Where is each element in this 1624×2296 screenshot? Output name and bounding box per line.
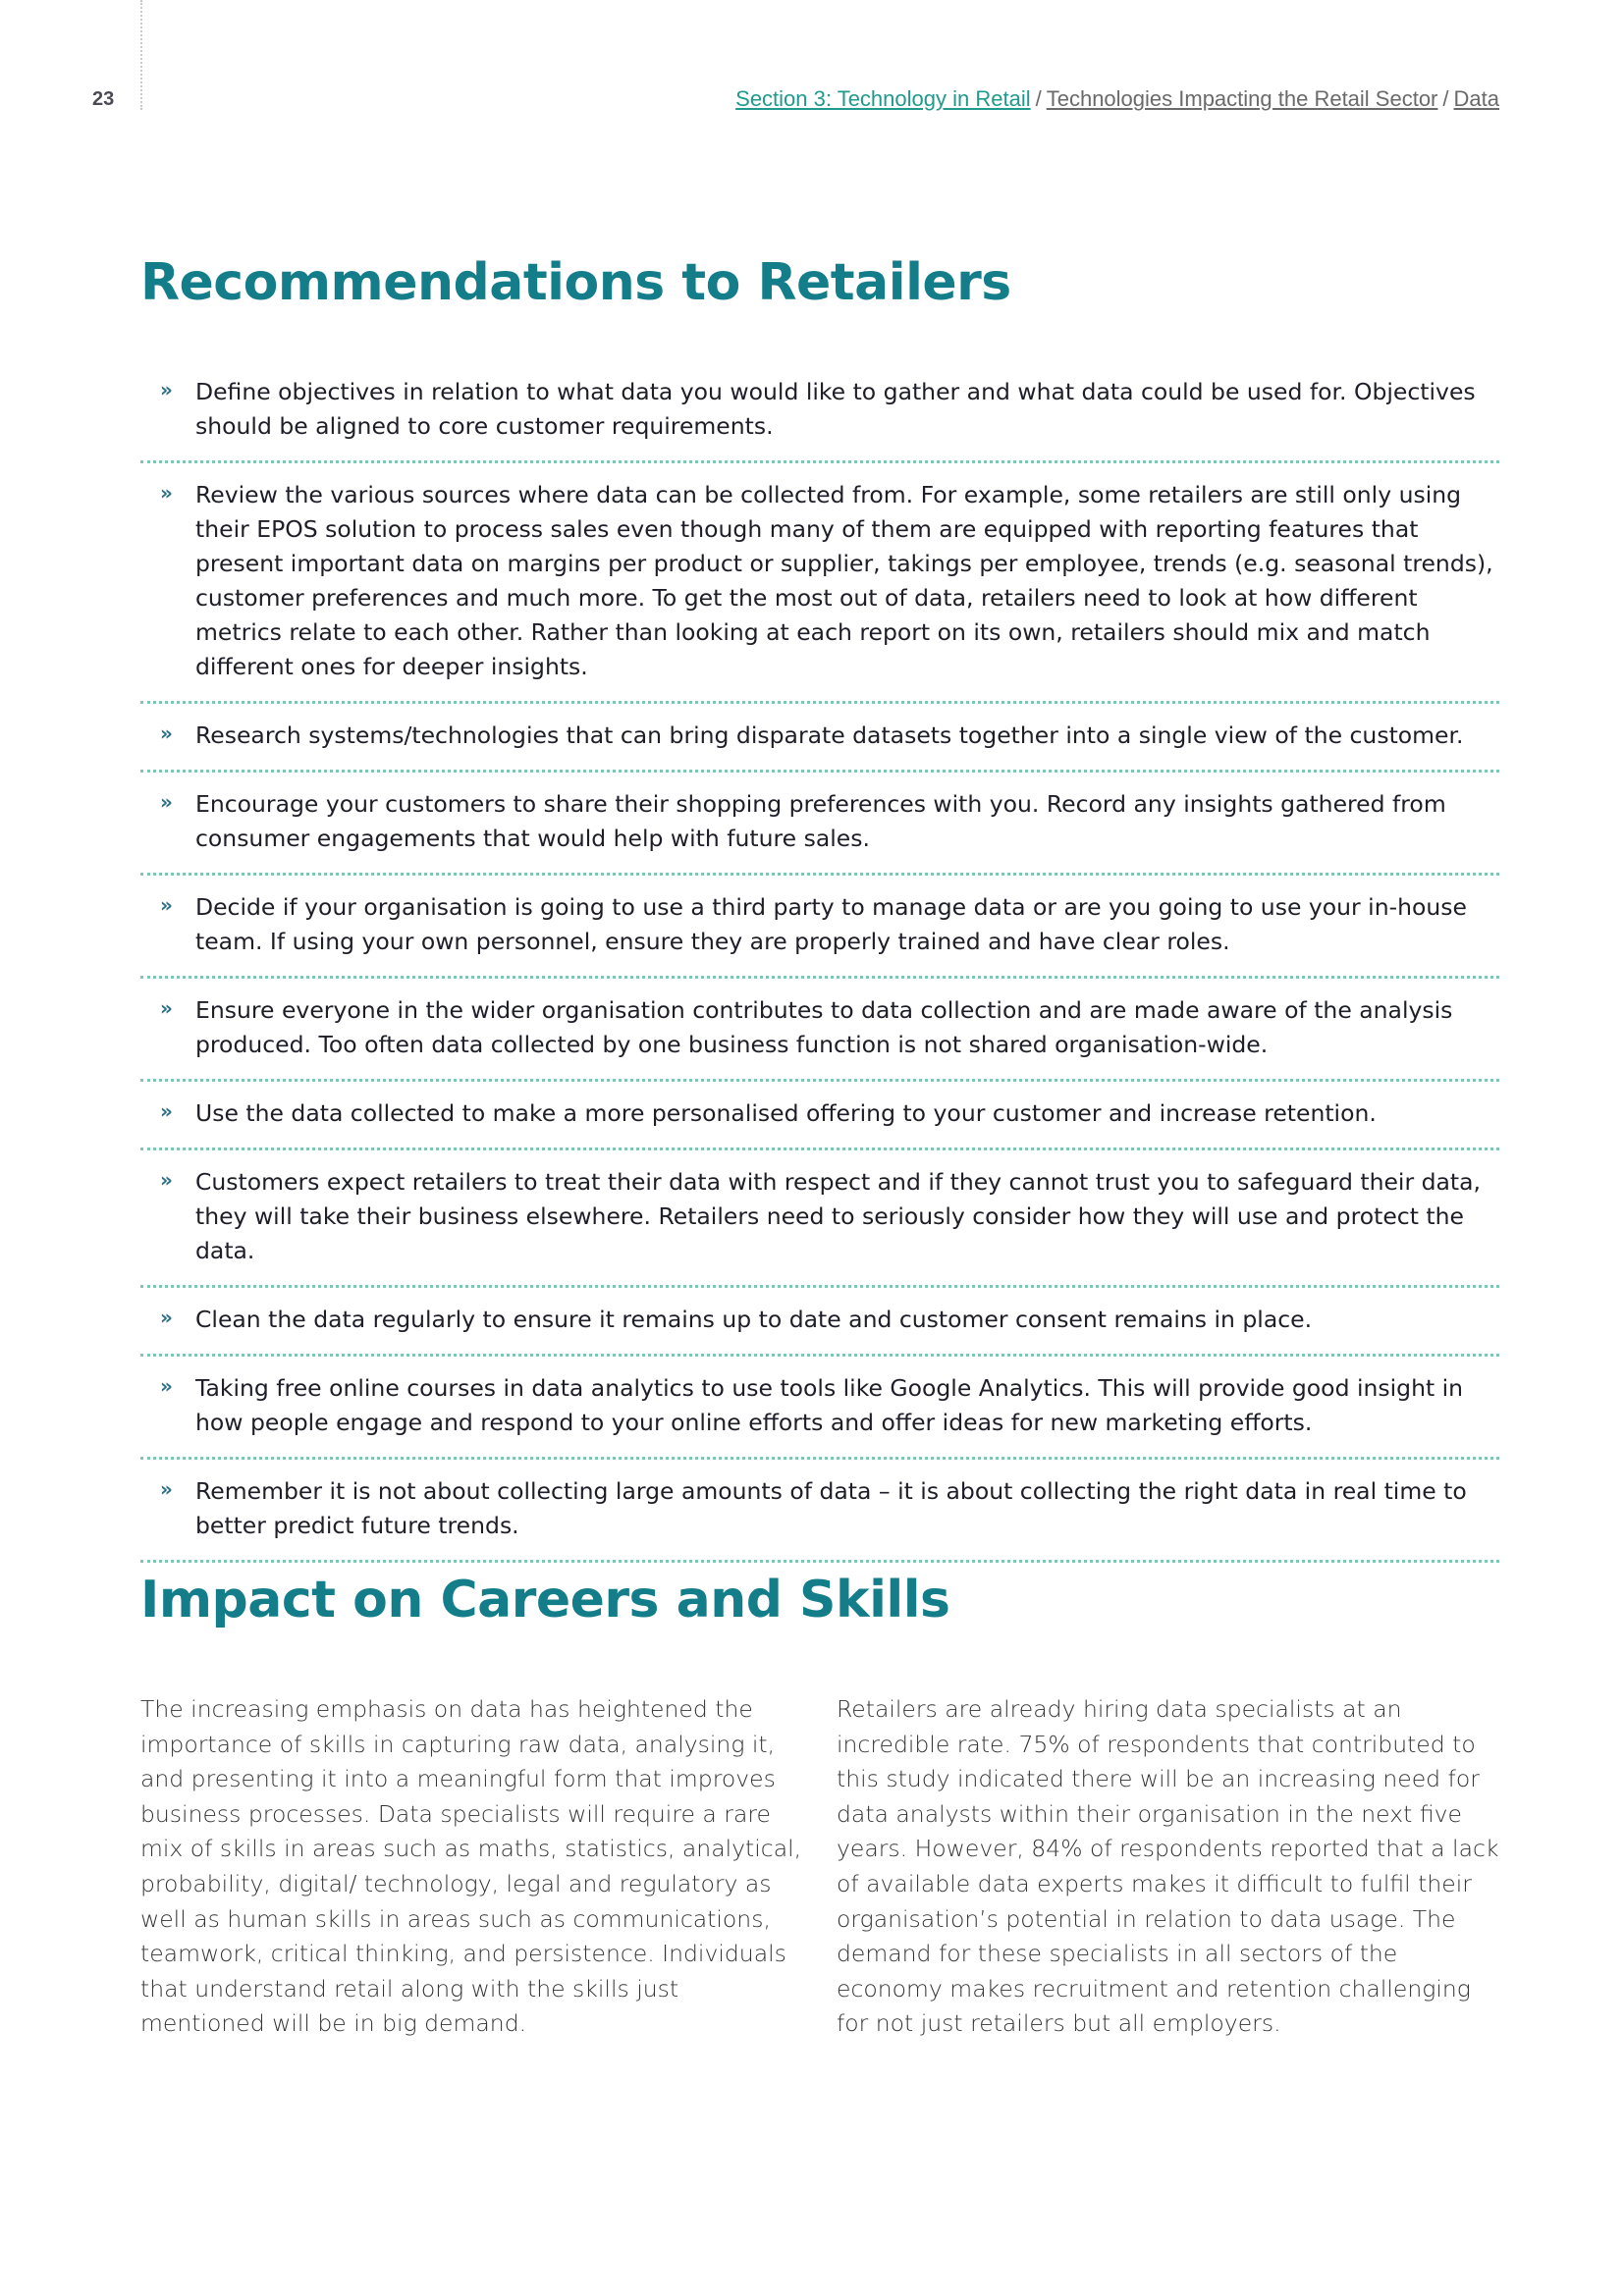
breadcrumb xyxy=(735,86,1499,112)
list-item-text: Use the data collected to make a more personalised offering to your customer and increase retention. xyxy=(195,1099,1377,1127)
list-item xyxy=(140,1150,1499,1288)
recommendations-list xyxy=(140,360,1499,1563)
list-item xyxy=(140,1460,1499,1563)
recommendations-heading: Recommendations to Retailers xyxy=(140,253,1011,312)
bullet-chevron-icon: » xyxy=(160,1374,173,1398)
list-item xyxy=(140,463,1499,704)
bullet-chevron-icon: » xyxy=(160,1099,173,1123)
list-item-text: Review the various sources where data can be collected from. For example, some retailers are still only using their EPOS solution to process sales even though many of them are equipped with reporting features that present important data on margins per product or supplier, takings per employee, trends (e.g. seasonal trends), customer preferences and much more. To get the most out of data, retailers need to look at how different metrics relate to each other. Rather than looking at each report on its own, retailers should mix and match different ones for deeper insights. xyxy=(195,481,1493,680)
list-item-text: Taking free online courses in data analytics to use tools like Google Analytics. This will provide good insight in how people engage and respond to your online efforts and offer ideas for new marketing efforts. xyxy=(195,1374,1464,1436)
careers-left-paragraph: The increasing emphasis on data has heightened the importance of skills in capturing raw data, analysing it, and presenting it into a meaningful form that improves business processes. Data specialists will require a rare mix of skills in areas such as maths, statistics, analytical, probability, digital/ technology, legal and regulatory as well as human skills in areas such as communications, teamwork, critical thinking, and persistence. Individuals that understand retail along with the skills just mentioned will be in big demand. xyxy=(140,1695,802,2038)
breadcrumb-separator: / xyxy=(1035,86,1042,111)
header-divider xyxy=(140,0,142,110)
bullet-chevron-icon: » xyxy=(160,893,173,917)
list-item xyxy=(140,360,1499,463)
breadcrumb-section-link[interactable]: Section 3: Technology in Retail xyxy=(735,86,1031,111)
breadcrumb-separator: / xyxy=(1442,86,1449,111)
breadcrumb-page-link[interactable]: Data xyxy=(1453,86,1499,111)
list-item-text: Define objectives in relation to what data you would like to gather and what data could be used for. Objectives should be aligned to core customer requirements. xyxy=(195,378,1476,440)
bullet-chevron-icon: » xyxy=(160,721,173,745)
bullet-chevron-icon: » xyxy=(160,1306,173,1329)
list-item xyxy=(140,1288,1499,1357)
list-item xyxy=(140,704,1499,773)
list-item-text: Encourage your customers to share their shopping preferences with you. Record any insights gathered from consumer engagements that would help with future sales. xyxy=(195,790,1446,852)
list-item-text: Research systems/technologies that can bring disparate datasets together into a single view of the customer. xyxy=(195,721,1464,749)
list-item-text: Customers expect retailers to treat their data with respect and if they cannot trust you to safeguard their data, they will take their business elsewhere. Retailers need to seriously consider how they will use and protect the data. xyxy=(195,1168,1481,1264)
list-item xyxy=(140,876,1499,979)
bullet-chevron-icon: » xyxy=(160,996,173,1020)
bullet-chevron-icon: » xyxy=(160,790,173,814)
list-item xyxy=(140,979,1499,1082)
list-item-text: Decide if your organisation is going to use a third party to manage data or are you going to use your in-house team. If using your own personnel, ensure they are properly trained and have clear roles. xyxy=(195,893,1467,955)
list-item xyxy=(140,773,1499,876)
list-item-text: Remember it is not about collecting large amounts of data – it is about collecting the right data in real time to better predict future trends. xyxy=(195,1477,1467,1539)
list-item-text: Clean the data regularly to ensure it remains up to date and customer consent remains in place. xyxy=(195,1306,1313,1333)
bullet-chevron-icon: » xyxy=(160,378,173,401)
bullet-chevron-icon: » xyxy=(160,1477,173,1501)
page-number: 23 xyxy=(92,88,115,110)
careers-heading: Impact on Careers and Skills xyxy=(140,1571,950,1629)
bullet-chevron-icon: » xyxy=(160,481,173,505)
list-item xyxy=(140,1357,1499,1460)
bullet-chevron-icon: » xyxy=(160,1168,173,1192)
breadcrumb-subsection-link[interactable]: Technologies Impacting the Retail Sector xyxy=(1046,86,1438,111)
careers-right-paragraph: Retailers are already hiring data specialists at an incredible rate. 75% of respondents that contributed to this study indicated there will be an increasing need for data analysts within their organisation in the next five years. However, 84% of respondents reported that a lack of available data experts makes it difficult to fulfil their organisation’s potential in relation to data usage. The demand for these specialists in all sectors of the economy makes recruitment and retention challenging for not just retailers but all employers. xyxy=(837,1695,1499,2038)
list-item-text: Ensure everyone in the wider organisation contributes to data collection and are made aware of the analysis produced. Too often data collected by one business function is not shared organisation-wide. xyxy=(195,996,1453,1058)
list-item xyxy=(140,1082,1499,1150)
